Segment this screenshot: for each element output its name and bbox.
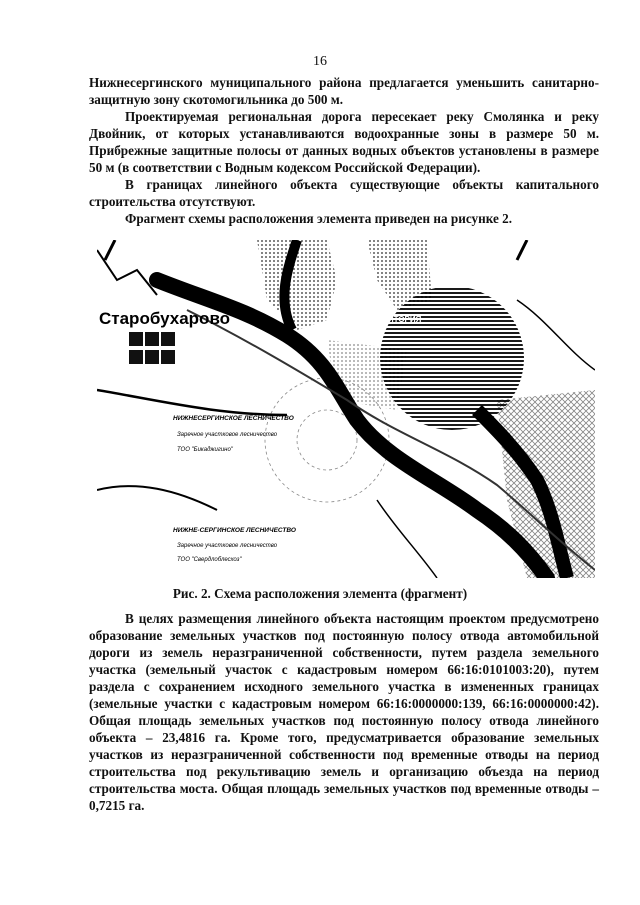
paragraph: Фрагмент схемы расположения элемента приведен на рисунке 2.	[125, 211, 513, 226]
sanitary-zone-circle	[380, 286, 524, 430]
forestry-label: НИЖНЕСЕРГИНСКОЕ ЛЕСНИЧЕСТВО	[173, 415, 294, 422]
forestry-label: Заречное участковое лесничество	[177, 432, 278, 438]
text-block-top	[89, 74, 599, 227]
town-block	[129, 332, 143, 346]
town-label: Старобухарово	[99, 309, 231, 328]
town-block	[161, 350, 175, 364]
forestry-label: ТОО "Бикаджигино"	[177, 447, 233, 453]
paragraph: В границах линейного объекта существующие объекты капитального строительства отсутствуют.	[89, 177, 599, 209]
forestry-label: ТОО "Свердлоблесхоз"	[177, 557, 242, 563]
page-number: 16	[313, 54, 327, 69]
paragraph: В целях размещения линейного объекта настоящим проектом предусмотрено образование земельных участков под постоянную полосу отвода автомобильной дороги из земель неразграниченной собственности, путем раздела земельного участка (земельный участок с кадастровым номером 66:16:0101003:20), путем раздела с сохранением исходного земельного участка в измененных границах (земельные участки с кадастровым номером 66:16:0000000:139, 66:16:0000000:42). Общая площадь земельных участков под постоянную полосу отвода линейного объекта – 23,4816 га. Кроме того, предусматривается образование земельных участков из неразграниченной собственности под временные отводы на период строительства под рекультивацию земель и организацию объезда на период строительства моста. Общая площадь земельных участков под временные отводы – 0,7215 га.	[89, 611, 599, 813]
paragraph: Нижнесергинского муниципального района предлагается уменьшить санитарно-защитную зону скотомогильника до 500 м.	[89, 75, 599, 107]
location-map-figure	[97, 240, 595, 578]
town-block	[145, 332, 159, 346]
forestry-label: НИЖНЕ-СЕРГИНСКОЕ ЛЕСНИЧЕСТВО	[173, 527, 296, 534]
town-block	[161, 332, 175, 346]
town-block	[129, 350, 143, 364]
forestry-label: Заречное участковое лесничество	[177, 543, 278, 549]
paragraph: Проектируемая региональная дорога пересекает реку Смолянка и реку Двойник, от которых устанавливаются водоохранные зоны в размере 50 м. Прибрежные защитные полосы от данных водных объектов установлены в размере 50 м (в соответствии с Водным кодексом Российской Федерации).	[89, 109, 599, 175]
town-block	[145, 350, 159, 364]
figure-caption: Рис. 2. Схема расположения элемента (фрагмент)	[172, 586, 468, 601]
territory-label: ТЕРРИТОРИЯ	[367, 315, 422, 324]
text-block-bottom	[89, 610, 599, 814]
